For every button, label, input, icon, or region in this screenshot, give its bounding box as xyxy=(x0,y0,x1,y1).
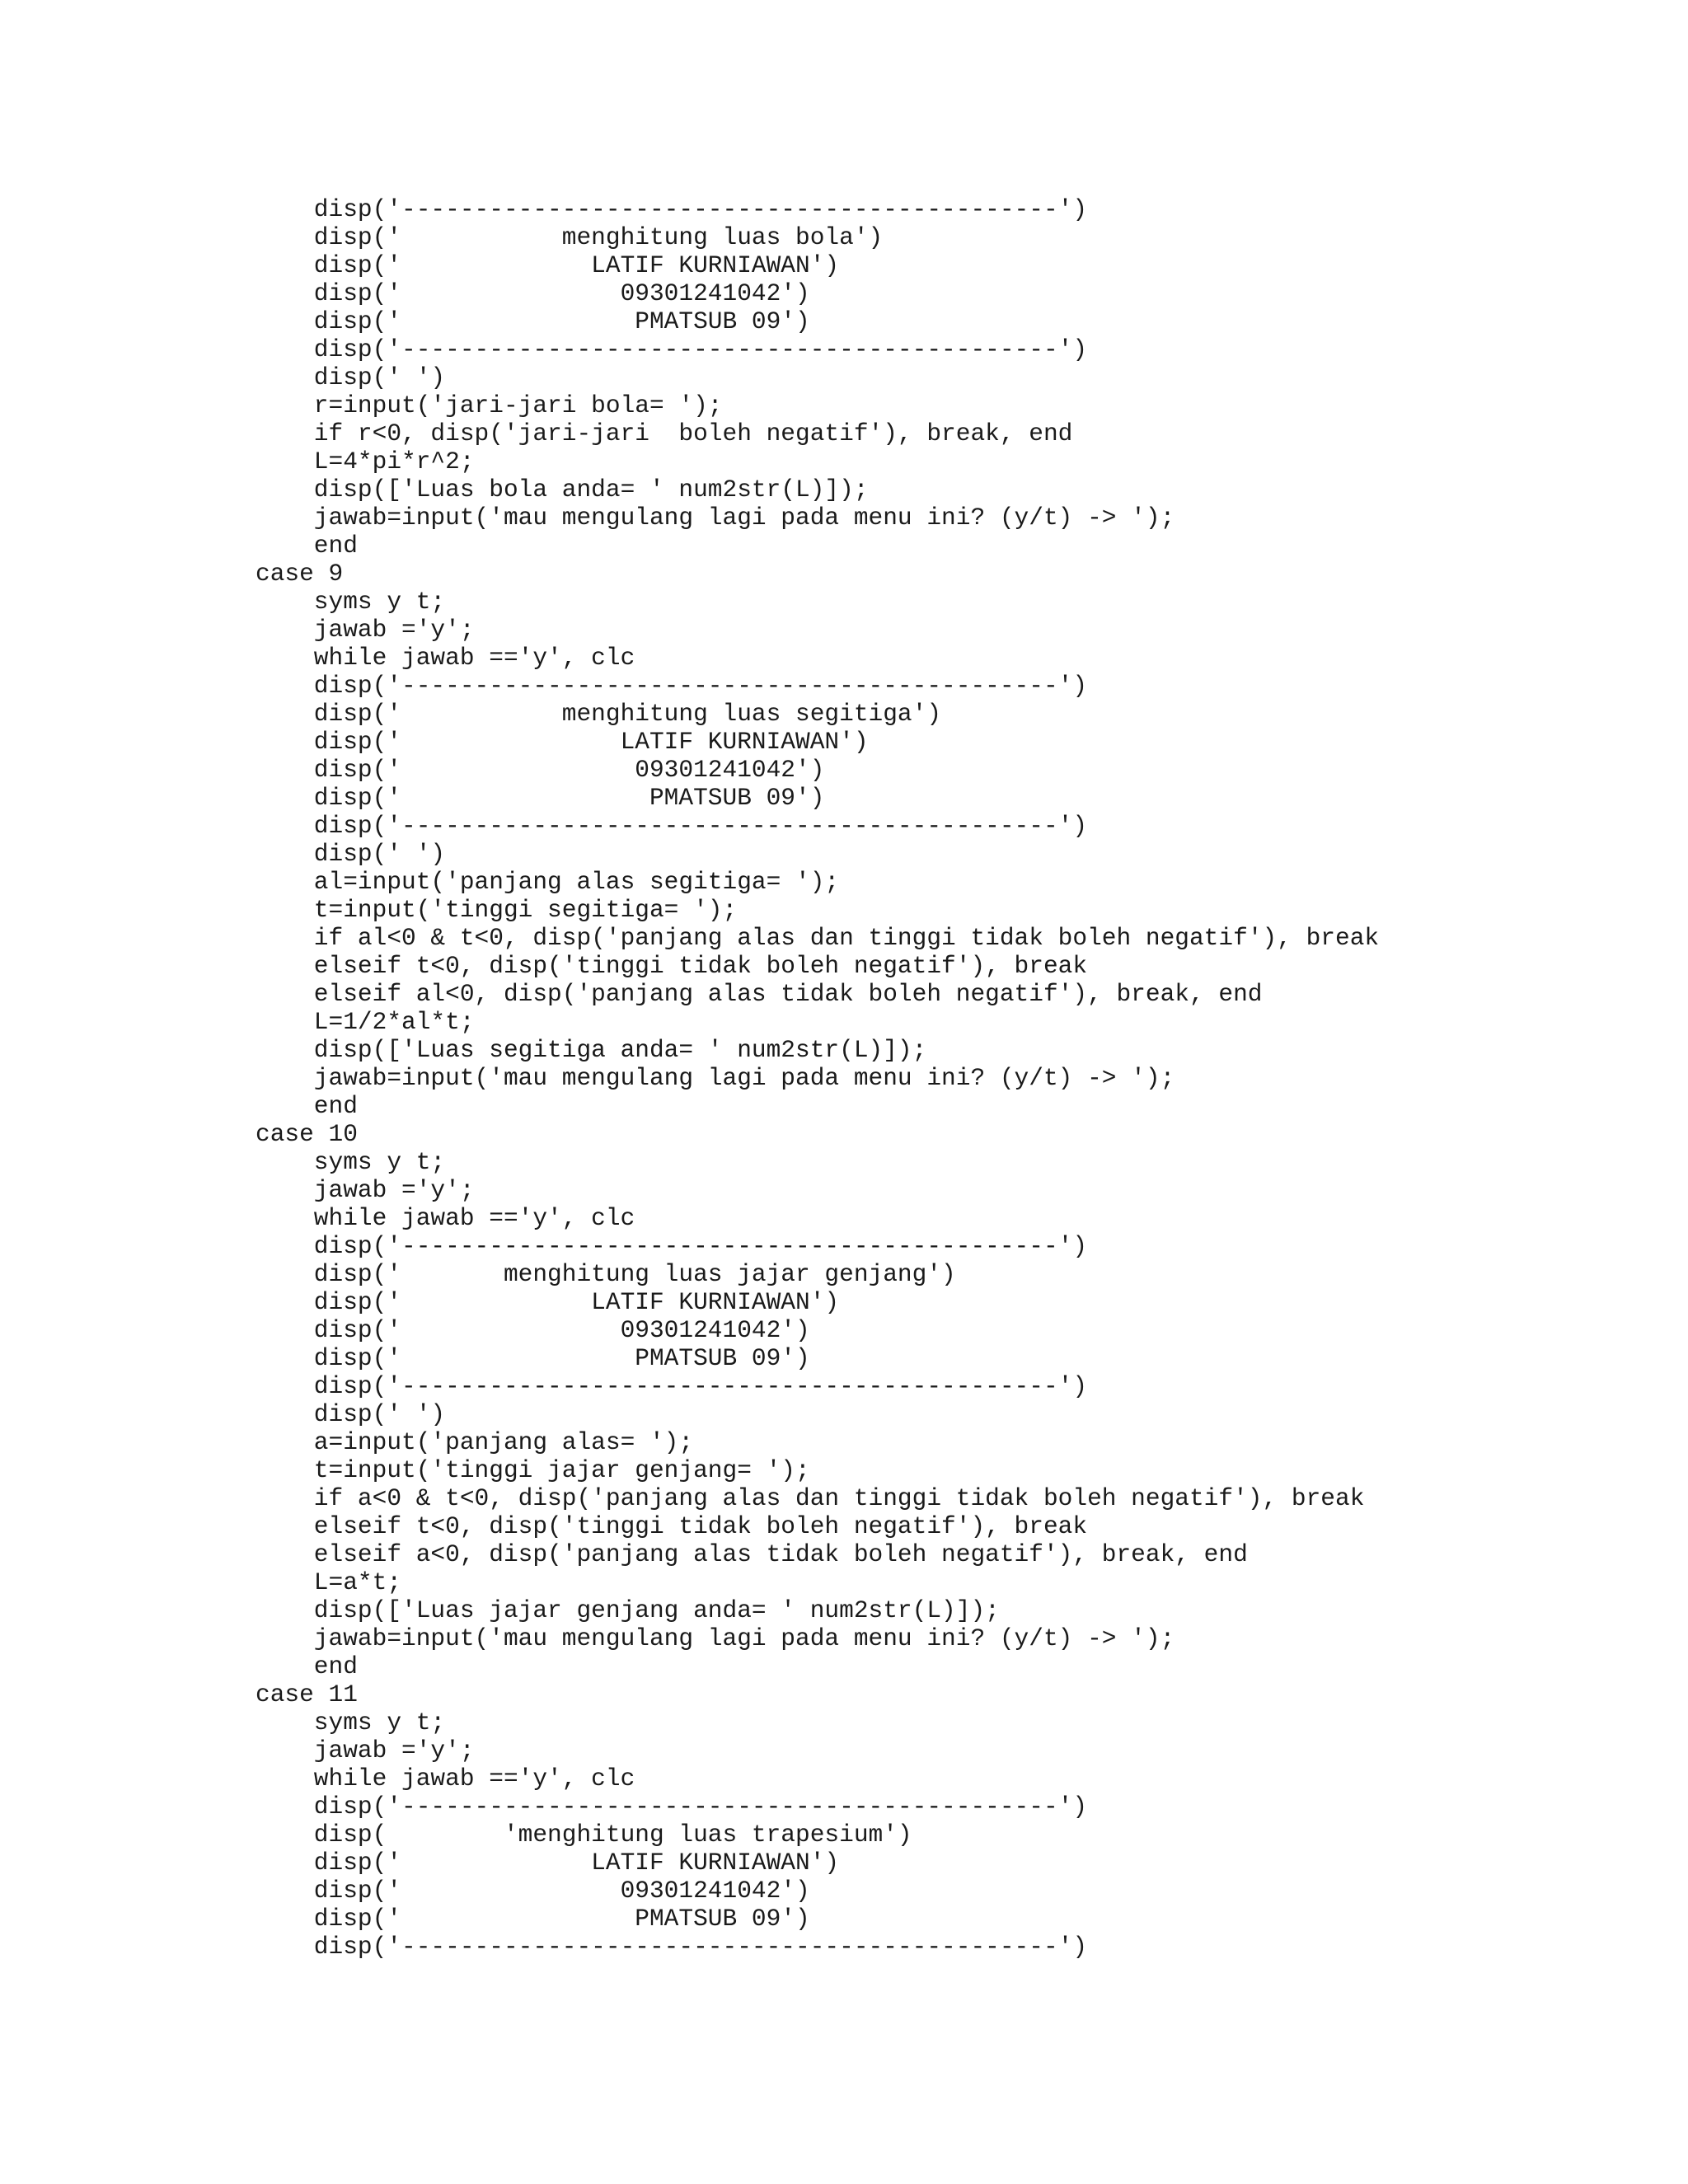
code-line: a=input('panjang alas= '); xyxy=(256,1428,694,1456)
code-line: disp(' LATIF KURNIAWAN') xyxy=(256,251,840,279)
code-line: while jawab =='y', clc xyxy=(256,1204,635,1232)
code-line: disp(' LATIF KURNIAWAN') xyxy=(256,1288,840,1316)
code-line: r=input('jari-jari bola= '); xyxy=(256,391,723,419)
code-line: elseif t<0, disp('tinggi tidak boleh negatif'), break xyxy=(256,1512,1088,1540)
code-line: disp(' 09301241042') xyxy=(256,279,810,307)
code-line: jawab ='y'; xyxy=(256,1176,475,1204)
code-line: t=input('tinggi segitiga= '); xyxy=(256,896,738,924)
code-line: disp('---------------------------------------------') xyxy=(256,812,1088,840)
code-line: disp('---------------------------------------------') xyxy=(256,1232,1088,1260)
code-line: jawab=input('mau mengulang lagi pada menu ini? (y/t) -> '); xyxy=(256,1064,1175,1092)
code-line: disp(['Luas jajar genjang anda= ' num2str(L)]); xyxy=(256,1596,1000,1624)
code-listing xyxy=(256,195,1379,1961)
code-line: jawab=input('mau mengulang lagi pada menu ini? (y/t) -> '); xyxy=(256,504,1175,532)
code-line: disp(' menghitung luas jajar genjang') xyxy=(256,1260,956,1288)
code-line: end xyxy=(256,1652,358,1680)
code-line: if al<0 & t<0, disp('panjang alas dan tinggi tidak boleh negatif'), break xyxy=(256,924,1380,952)
code-line: disp(' menghitung luas bola') xyxy=(256,223,884,251)
code-line: L=1/2*al*t; xyxy=(256,1008,475,1036)
code-line: if a<0 & t<0, disp('panjang alas dan tinggi tidak boleh negatif'), break xyxy=(256,1484,1365,1512)
code-line: disp(' 09301241042') xyxy=(256,1877,810,1905)
code-line: disp(' PMATSUB 09') xyxy=(256,1344,810,1372)
code-line: case 10 xyxy=(256,1120,358,1148)
code-line: case 9 xyxy=(256,560,344,588)
code-line: end xyxy=(256,1092,358,1120)
code-line: disp(' 09301241042') xyxy=(256,756,825,784)
code-line: jawab ='y'; xyxy=(256,616,475,644)
code-line: elseif t<0, disp('tinggi tidak boleh negatif'), break xyxy=(256,952,1088,980)
code-line: elseif al<0, disp('panjang alas tidak boleh negatif'), break, end xyxy=(256,980,1263,1008)
code-line: L=4*pi*r^2; xyxy=(256,448,475,476)
code-line: jawab ='y'; xyxy=(256,1736,475,1765)
code-line: while jawab =='y', clc xyxy=(256,1765,635,1793)
code-line: disp(' LATIF KURNIAWAN') xyxy=(256,1849,840,1877)
code-line: al=input('panjang alas segitiga= '); xyxy=(256,868,840,896)
code-line: if r<0, disp('jari-jari boleh negatif'), break, end xyxy=(256,419,1073,448)
code-line: disp(' PMATSUB 09') xyxy=(256,1905,810,1933)
code-line: disp('---------------------------------------------') xyxy=(256,195,1088,223)
code-line: elseif a<0, disp('panjang alas tidak boleh negatif'), break, end xyxy=(256,1540,1248,1568)
code-line: syms y t; xyxy=(256,588,446,616)
code-line: syms y t; xyxy=(256,1708,446,1736)
code-line: disp(' ') xyxy=(256,363,446,391)
code-line: disp('---------------------------------------------') xyxy=(256,1372,1088,1400)
code-line: end xyxy=(256,532,358,560)
code-line: disp('---------------------------------------------') xyxy=(256,335,1088,363)
code-line: disp(' 09301241042') xyxy=(256,1316,810,1344)
code-line: disp( 'menghitung luas trapesium') xyxy=(256,1821,912,1849)
code-line: syms y t; xyxy=(256,1148,446,1176)
code-line: jawab=input('mau mengulang lagi pada menu ini? (y/t) -> '); xyxy=(256,1624,1175,1652)
code-line: t=input('tinggi jajar genjang= '); xyxy=(256,1456,810,1484)
code-line: disp('---------------------------------------------') xyxy=(256,1933,1088,1961)
code-line: disp(' PMATSUB 09') xyxy=(256,307,810,335)
code-line: disp(['Luas bola anda= ' num2str(L)]); xyxy=(256,476,869,504)
code-line: L=a*t; xyxy=(256,1568,402,1596)
code-line: disp(' LATIF KURNIAWAN') xyxy=(256,728,869,756)
code-line: disp(' ') xyxy=(256,1400,446,1428)
code-line: case 11 xyxy=(256,1680,358,1708)
code-line: disp(' PMATSUB 09') xyxy=(256,784,825,812)
code-line: while jawab =='y', clc xyxy=(256,644,635,672)
code-line: disp('---------------------------------------------') xyxy=(256,1793,1088,1821)
code-line: disp(' ') xyxy=(256,840,446,868)
code-line: disp('---------------------------------------------') xyxy=(256,672,1088,700)
code-line: disp(' menghitung luas segitiga') xyxy=(256,700,942,728)
code-line: disp(['Luas segitiga anda= ' num2str(L)]); xyxy=(256,1036,927,1064)
